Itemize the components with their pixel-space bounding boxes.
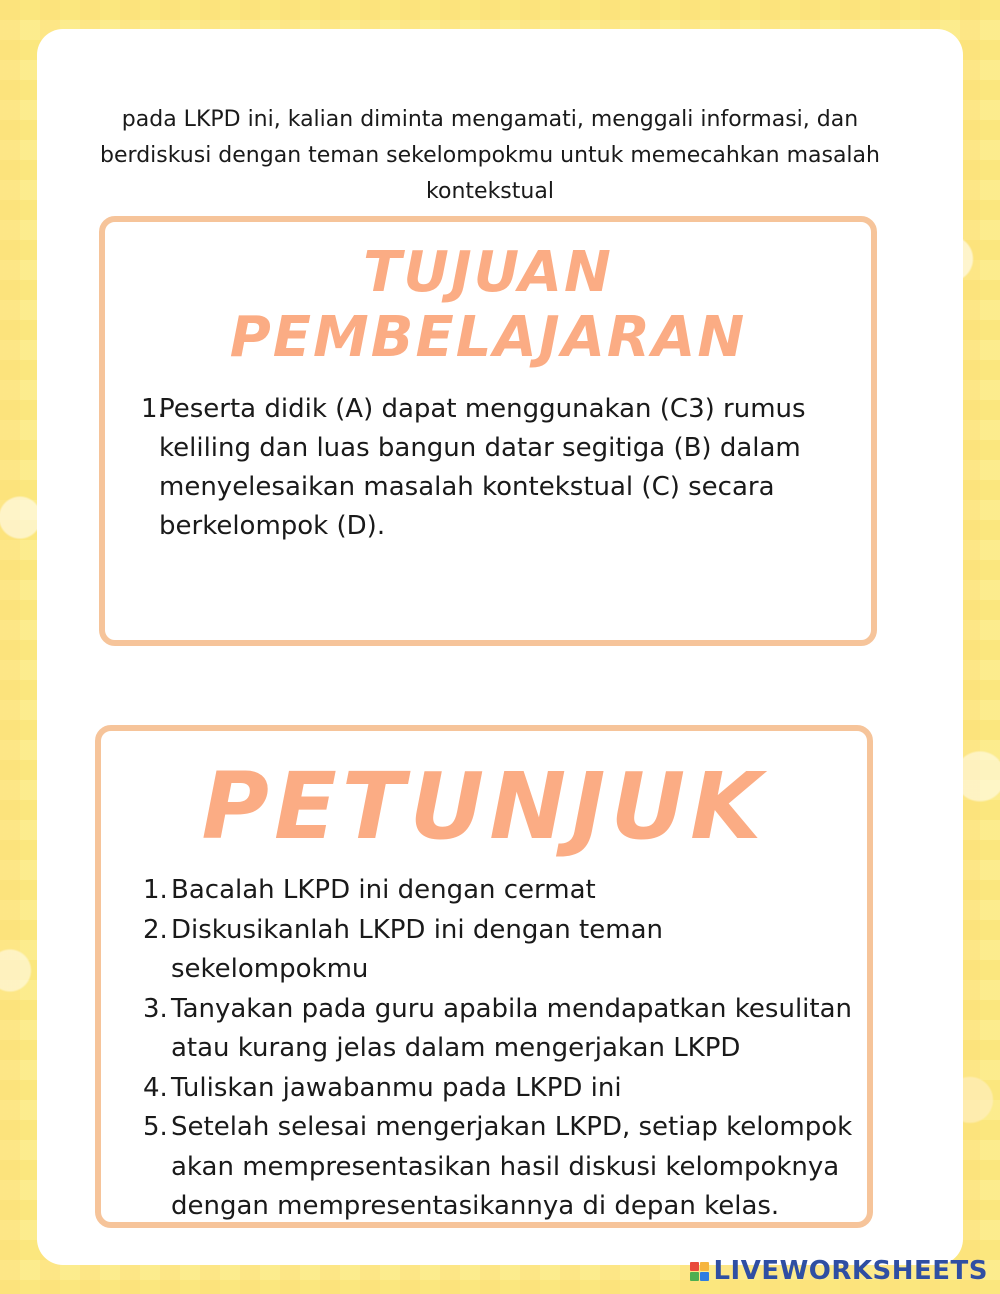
liveworksheets-logo-icon bbox=[690, 1262, 709, 1281]
list-item bbox=[143, 990, 863, 1069]
list-item bbox=[143, 1069, 863, 1109]
list-item-text: Peserta didik (A) dapat menggunakan (C3) rumus keliling dan luas bangun datar segitiga (B) dalam menyelesaikan masalah kontekstual (C) secara berkelompok (D). bbox=[159, 394, 806, 541]
list-item bbox=[143, 911, 863, 990]
list-item bbox=[143, 1108, 863, 1227]
learning-objectives-card bbox=[99, 216, 877, 646]
list-item-text: Diskusikanlah LKPD ini dengan teman sekelompokmu bbox=[171, 914, 663, 984]
list-item bbox=[143, 871, 863, 911]
list-item-number: 4. bbox=[143, 1072, 168, 1103]
intro-text: pada LKPD ini, kalian diminta mengamati, menggali informasi, dan berdiskusi dengan teman sekelompokmu untuk memecahkan masalah kontekstual bbox=[100, 107, 880, 204]
list-item-text: Tanyakan pada guru apabila mendapatkan kesulitan atau kurang jelas dalam mengerjakan LKPD bbox=[171, 993, 853, 1063]
list-item-number: 1. bbox=[143, 875, 168, 905]
objectives-list bbox=[141, 390, 841, 546]
list-item-number: 1. bbox=[141, 394, 166, 424]
instructions-title: PETUNJUK bbox=[201, 753, 767, 860]
liveworksheets-link[interactable] bbox=[690, 1256, 988, 1286]
list-item-text: Setelah selesai mengerjakan LKPD, setiap kelompok akan mempresentasikan hasil diskusi kelompoknya dengan mempresentasikannya di depan kelas. bbox=[171, 1112, 853, 1221]
list-item-text: Bacalah LKPD ini dengan cermat bbox=[171, 875, 596, 905]
instructions-card bbox=[95, 725, 873, 1228]
list-item-number: 2. bbox=[143, 914, 168, 945]
brand-name: LIVEWORKSHEETS bbox=[713, 1256, 988, 1286]
learning-objectives-title: TUJUAN PEMBELAJARAN bbox=[229, 240, 747, 370]
list-item-number: 3. bbox=[143, 993, 168, 1024]
instructions-list bbox=[143, 871, 863, 1227]
list-item-text: Tuliskan jawabanmu pada LKPD ini bbox=[171, 1072, 622, 1103]
list-item bbox=[141, 390, 841, 546]
list-item-number: 5. bbox=[143, 1112, 168, 1142]
